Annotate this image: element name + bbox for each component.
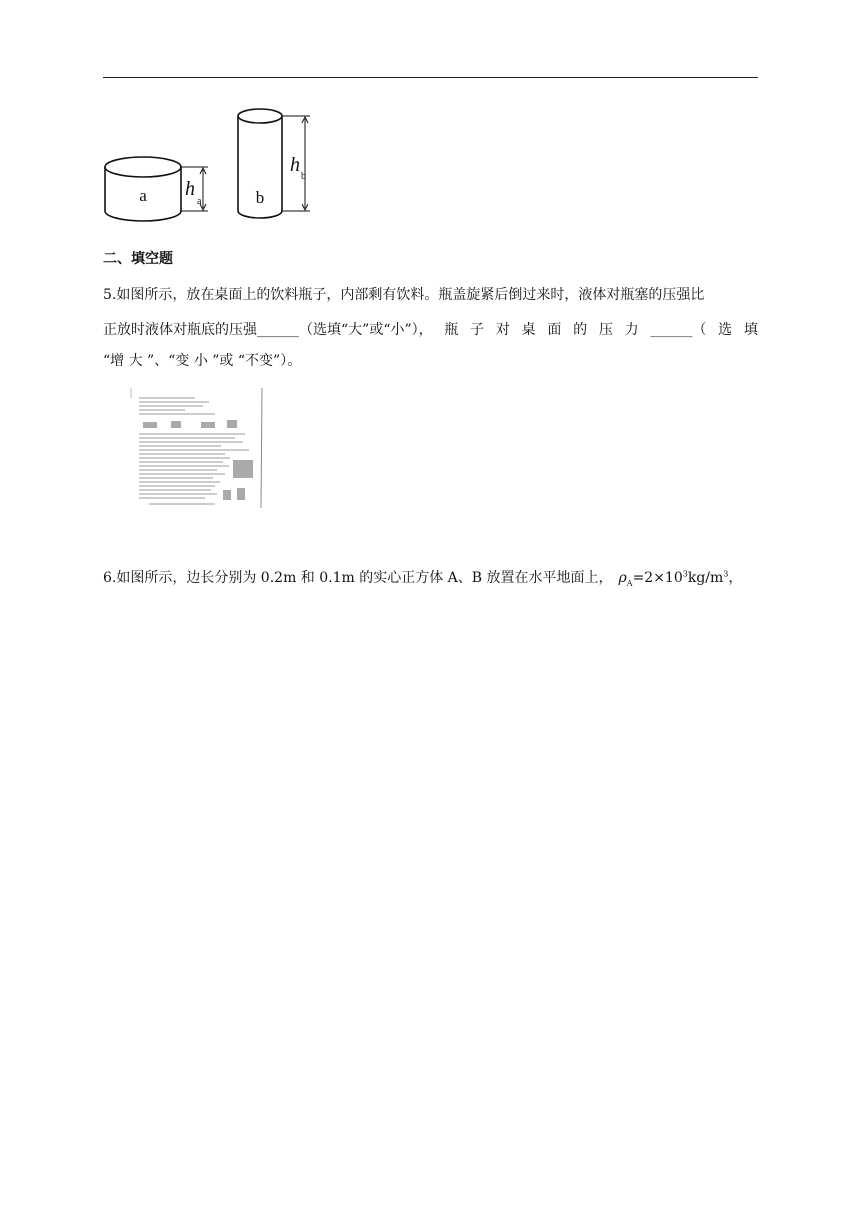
q5-line-2-char: 填 xyxy=(743,322,758,338)
q6-line-1-text: 6.如图所示，边长分别为 0.2m 和 0.1m 的实心正方体 A、B 放置在水平地面上， xyxy=(103,570,613,586)
q5-line-2-char: 子 xyxy=(470,322,485,338)
dim-a-letter: h xyxy=(185,178,195,200)
header-rule xyxy=(103,77,758,78)
cylinders-figure xyxy=(100,104,330,222)
dim-b-sub: b xyxy=(301,171,306,182)
section-2-heading: 二、填空题 xyxy=(103,251,173,267)
q6-line-1 xyxy=(103,568,742,588)
q5-line-2-char: 对 xyxy=(495,322,510,338)
rho-a-symbol: ρ xyxy=(618,570,627,586)
q5-line-2-char: ______（ xyxy=(650,322,707,338)
rho-a xyxy=(619,570,743,586)
rho-a-unit-exp: 3 xyxy=(723,569,729,579)
q5-line-2-char: 力 xyxy=(624,322,639,338)
cylinder-b-label: b xyxy=(255,188,265,207)
q5-line-2-char: 的 xyxy=(573,322,588,338)
rho-a-unit: kg/m xyxy=(687,570,724,586)
q5-line-2-char: 瓶 xyxy=(444,322,459,338)
q5-line-2-char: 压 xyxy=(598,322,613,338)
q5-line-2-char: 选 xyxy=(718,322,733,338)
q5-line-2-char: 桌 xyxy=(521,322,536,338)
cylinder-a-top xyxy=(105,157,181,177)
q5-line-2-char: 面 xyxy=(547,322,562,338)
rho-a-end: ， xyxy=(728,570,743,586)
dim-a-sub: a xyxy=(197,196,202,207)
dim-b-arrow xyxy=(302,117,308,210)
q5-line-1: 5.如图所示，放在桌面上的饮料瓶子，内部剩有饮料。瓶盖旋紧后倒过来时，液体对瓶塞的压强比 xyxy=(103,287,705,303)
rho-a-exp: 3 xyxy=(682,569,688,579)
cylinder-b-top xyxy=(238,109,282,123)
q5-line-2 xyxy=(103,320,758,340)
rho-a-sub: A xyxy=(626,578,633,588)
scanned-page-thumbnail xyxy=(125,388,265,521)
cylinder-a-label: a xyxy=(139,186,147,205)
q5-line-3: “增 大 ”、“变 小 ”或 “不变”）。 xyxy=(103,353,302,369)
dim-b-letter: h xyxy=(290,154,300,176)
q5-line-2-part: 正放时液体对瓶底的压强______（选填“大”或“小”）， xyxy=(103,322,433,338)
rho-a-value: =2×10 xyxy=(632,570,683,586)
